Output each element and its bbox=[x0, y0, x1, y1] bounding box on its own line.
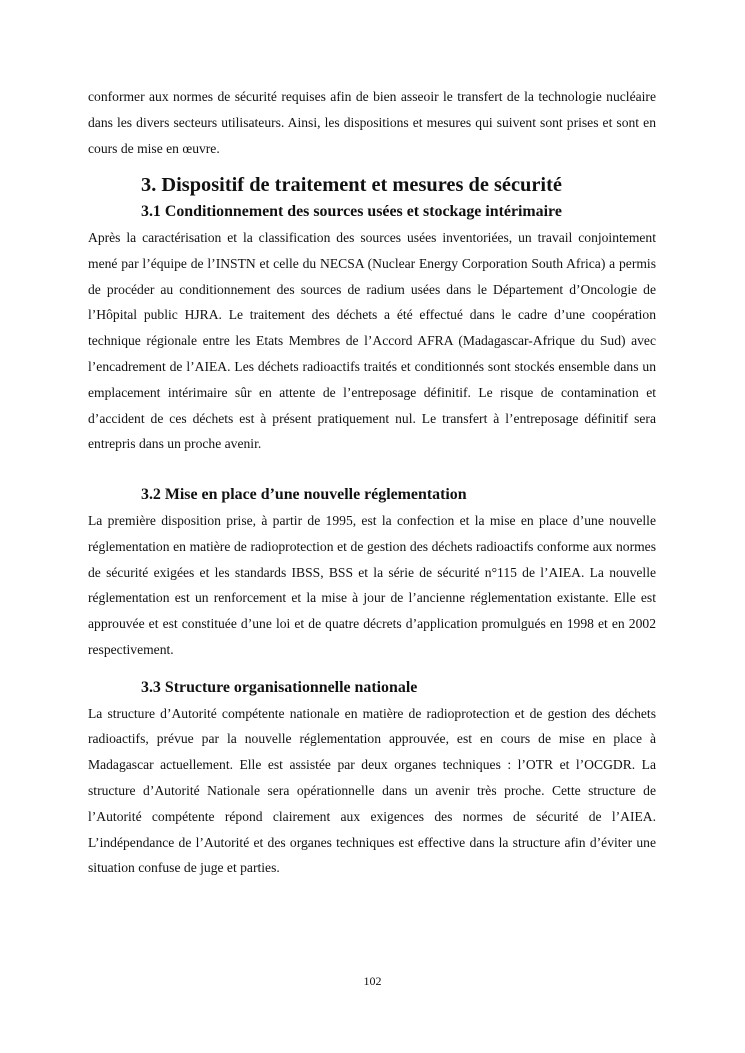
spacer bbox=[88, 663, 656, 675]
page-number: 102 bbox=[363, 974, 382, 988]
section-3-1-paragraph: Après la caractérisation et la classification des sources usées inventoriées, un travail conjointement mené par l’équipe de l’INSTN et celle du NECSA (Nuclear Energy Corporation South Africa) a permis de procéder au conditionnement des sources de radium usées dans le Département d’Oncologie de l’Hôpital public HJRA. Le traitement des déchets a été effectué dans le cadre d’une coopération technique régionale entre les Etats Membres de l’Accord AFRA (Madagascar-Afrique du Sud) avec l’encadrement de l’AIEA. Les déchets radioactifs traités et conditionnés sont stockés ensemble dans un emplacement intérimaire sûr en attente de l’entreposage définitif. Le risque de contamination et d’accident de ces déchets est à présent pratiquement nul. Le transfert à l’entreposage définitif sera entrepris dans un proche avenir. bbox=[88, 229, 656, 452]
spacer bbox=[88, 457, 656, 482]
section-3-heading: 3. Dispositif de traitement et mesures de sécurité bbox=[141, 174, 562, 197]
section-3-1-heading: 3.1 Conditionnement des sources usées et stockage intérimaire bbox=[141, 203, 562, 221]
section-3-3-heading: 3.3 Structure organisationnelle nationale bbox=[141, 678, 418, 696]
section-3-3-paragraph: La structure d’Autorité compétente nationale en matière de radioprotection et de gestion des déchets radioactifs, prévue par la nouvelle réglementation approuvée, est en cours de mise en place à Madagascar actuellement. Elle est assistée par deux organes techniques : l’OTR et l’OCGDR. La structure d’Autorité Nationale sera opérationnelle dans un avenir très proche. Cette structure de l’Autorité compétente répond clairement aux exigences des normes de sécurité de l’AIEA. L’indépendance de l’Autorité et des organes techniques est effective dans la structure afin d’éviter une situation confuse de juge et parties. bbox=[88, 705, 656, 876]
intro-paragraph: conformer aux normes de sécurité requises afin de bien asseoir le transfert de la technologie nucléaire dans les divers secteurs utilisateurs. Ainsi, les dispositions et mesures qui suivent sont prises et sont en cours de mise en œuvre. bbox=[88, 89, 656, 156]
section-3-2-paragraph: La première disposition prise, à partir de 1995, est la confection et la mise en place d’une nouvelle réglementation en matière de radioprotection et de gestion des déchets radioactifs conforme aux normes de sécurité exigées et les standards IBSS, BSS et la série de sécurité n°115 de l’AIEA. La nouvelle réglementation est un renforcement et la mise à jour de l’ancienne réglementation existante. Elle est approuvée et est constituée d’une loi et de quatre décrets d’application promulgués en 1998 et en 2002 respectivement. bbox=[88, 512, 656, 657]
spacer bbox=[88, 161, 656, 173]
document-page bbox=[88, 84, 656, 881]
section-3-2-heading: 3.2 Mise en place d’une nouvelle réglementation bbox=[141, 486, 467, 504]
